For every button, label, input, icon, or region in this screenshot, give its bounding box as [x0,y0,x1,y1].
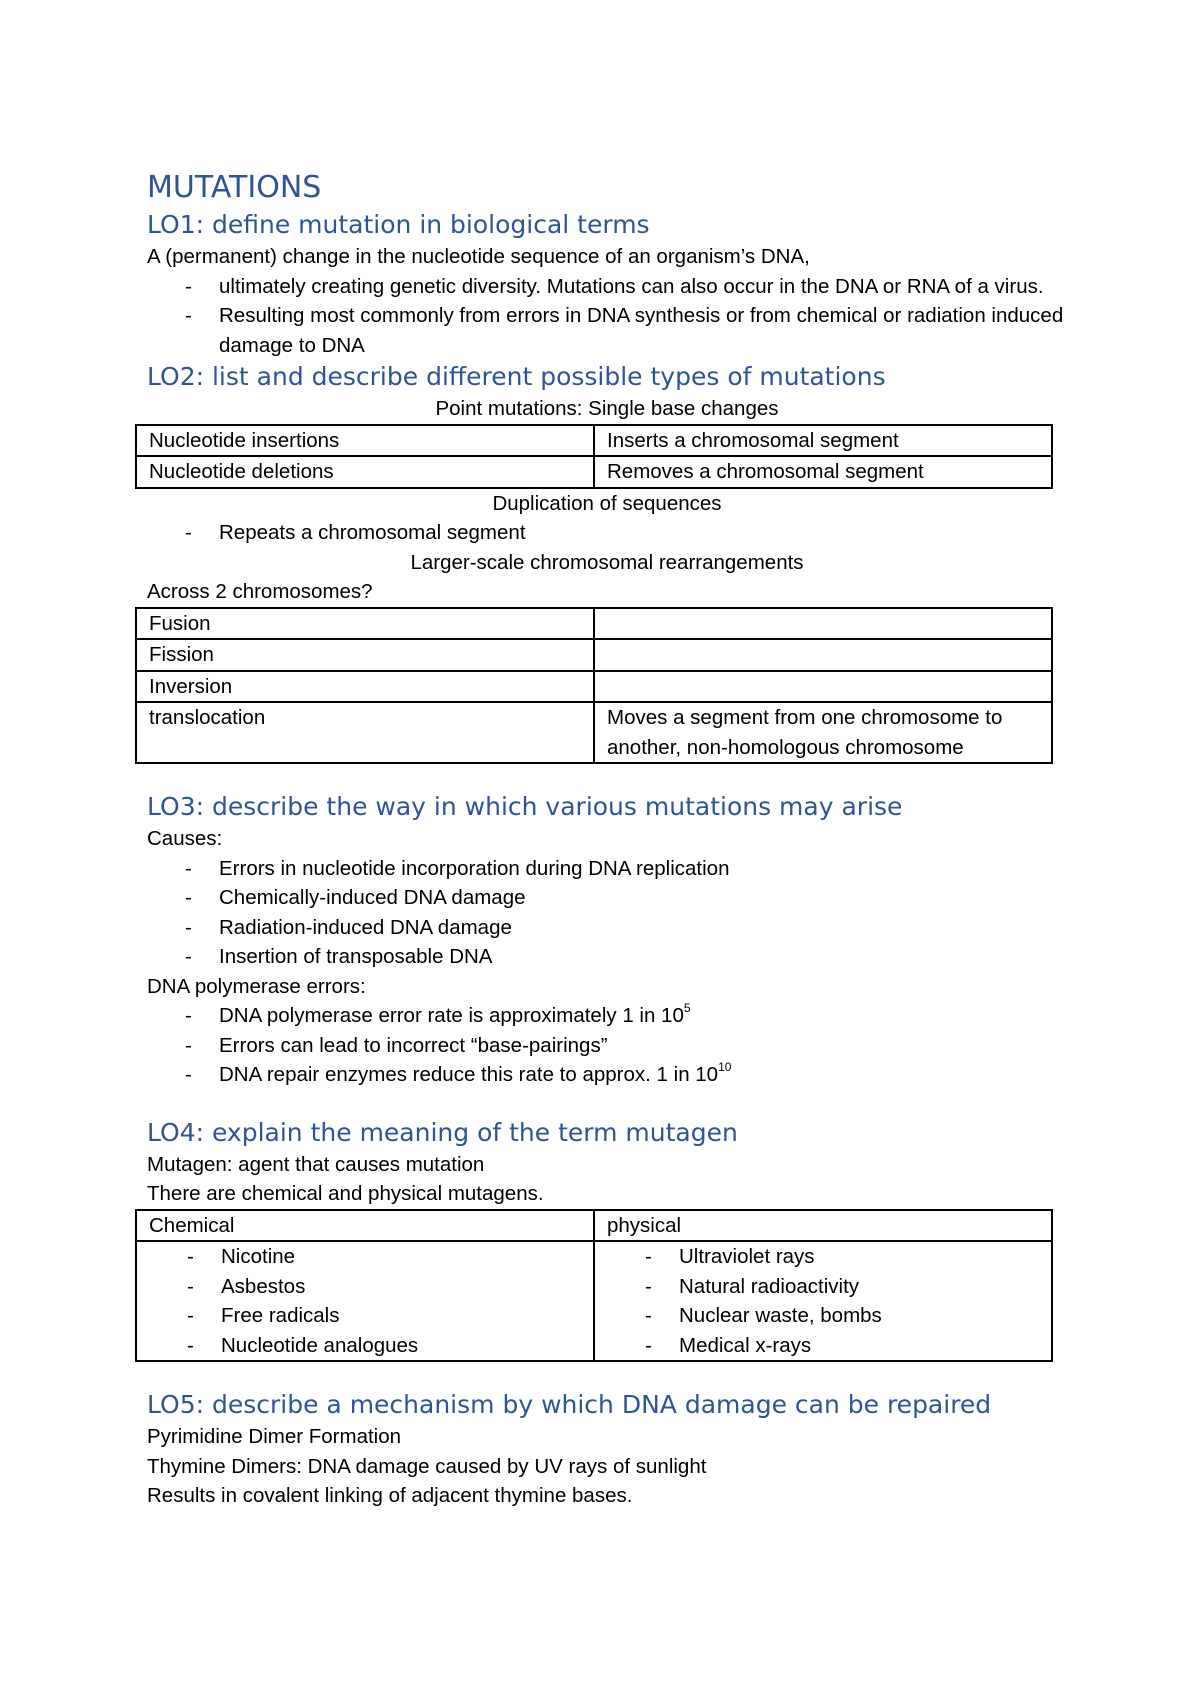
mutagens-table [135,1209,1053,1363]
point-mutations-table [135,424,1053,489]
list-item: - Ultraviolet rays [595,1242,1051,1272]
table-cell: translocation [136,702,594,763]
mutagen-types: There are chemical and physical mutagens. [147,1182,544,1205]
repair-rate-text: DNA repair enzymes reduce this rate to approx. 1 in 10 [219,1063,719,1086]
list-item: - ultimately creating genetic diversity. Mutations can also occur in the DNA or RNA of a virus. [147,272,1067,302]
table-header-row [136,1210,1052,1242]
list-item [147,1001,1067,1031]
list-item: - Nicotine [137,1242,593,1272]
table-cell: Fusion [136,608,594,640]
repair-rate-exponent: 10 [718,1060,732,1074]
list-item: - Repeats a chromosomal segment [147,518,1067,548]
chemical-cell [136,1241,594,1361]
error-rate-text: DNA polymerase error rate is approximately 1 in 10 [219,1004,684,1027]
chemical-mutagens-list [137,1242,593,1360]
table-cell [594,639,1052,671]
list-item [147,1060,1067,1090]
lo5-line: Thymine Dimers: DNA damage caused by UV rays of sunlight [147,1454,707,1478]
document-title: MUTATIONS [147,170,322,205]
list-item: - Free radicals [137,1301,593,1331]
list-item: - Radiation-induced DNA damage [147,913,1067,943]
table-cell: Nucleotide deletions [136,456,594,488]
error-rate-exponent: 5 [683,1001,691,1015]
table-cell: Inserts a chromosomal segment [594,425,1052,457]
physical-header: physical [594,1210,1052,1242]
table-row [136,702,1052,763]
large-scale-title: Larger-scale chromosomal rearrangements [410,550,804,574]
causes-label: Causes: [147,827,223,850]
polymerase-errors-list [147,1001,1067,1090]
table-cell [594,608,1052,640]
table-row [136,671,1052,703]
list-item: - Chemically-induced DNA damage [147,883,1067,913]
causes-list [147,854,1067,972]
lo3-heading: LO3: describe the way in which various mutations may arise [147,792,903,821]
list-item: - Resulting most commonly from errors in DNA synthesis or from chemical or radiation induced damage to DNA [147,301,1067,360]
lo1-bullet-list [147,272,1067,361]
polymerase-errors-label: DNA polymerase errors: [147,974,366,998]
list-item: - Medical x-rays [595,1331,1051,1361]
lo1-definition: A (permanent) change in the nucleotide sequence of an organism’s DNA, [147,245,810,268]
chemical-header: Chemical [136,1210,594,1242]
across-chromosomes-label: Across 2 chromosomes? [147,580,373,603]
table-cell: Removes a chromosomal segment [594,456,1052,488]
duplication-list [147,518,1067,548]
physical-cell [594,1241,1052,1361]
list-item: - Errors in nucleotide incorporation during DNA replication [147,854,1067,884]
table-cell: Fission [136,639,594,671]
document-body [147,168,1067,1511]
lo4-heading: LO4: explain the meaning of the term mutagen [147,1117,738,1147]
list-item: - Asbestos [137,1272,593,1302]
table-cell: Moves a segment from one chromosome to another, non-homologous chromosome [594,702,1052,763]
table-row [136,425,1052,457]
lo1-heading: LO1: define mutation in biological terms [147,210,650,239]
table-row [136,456,1052,488]
lo5-heading: LO5: describe a mechanism by which DNA damage can be repaired [147,1390,992,1419]
physical-mutagens-list [595,1242,1051,1360]
lo5-line: Results in covalent linking of adjacent thymine bases. [147,1484,633,1507]
lo2-heading: LO2: list and describe different possible types of mutations [147,362,886,391]
rearrangements-table [135,607,1053,765]
table-cell [594,671,1052,703]
list-item: - Errors can lead to incorrect “base-pairings” [147,1031,1067,1061]
mutagen-definition: Mutagen: agent that causes mutation [147,1152,485,1176]
list-item: - Nuclear waste, bombs [595,1301,1051,1331]
table-row [136,639,1052,671]
table-row [136,608,1052,640]
table-cell: Nucleotide insertions [136,425,594,457]
list-item: - Insertion of transposable DNA [147,942,1067,972]
point-mutations-title: Point mutations: Single base changes [435,397,779,420]
list-item: - Nucleotide analogues [137,1331,593,1361]
duplication-title: Duplication of sequences [492,491,722,515]
lo5-line: Pyrimidine Dimer Formation [147,1425,402,1448]
table-cell: Inversion [136,671,594,703]
table-row [136,1241,1052,1361]
list-item: - Natural radioactivity [595,1272,1051,1302]
